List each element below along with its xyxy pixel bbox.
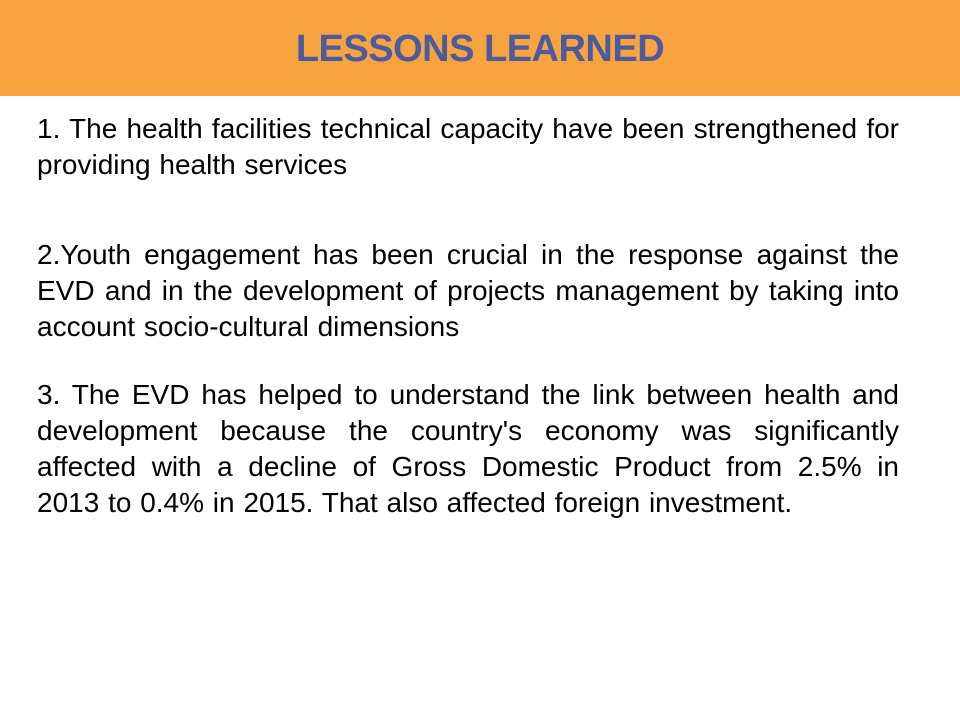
slide-title: LESSONS LEARNED: [295, 27, 665, 70]
slide-body: [37, 111, 899, 521]
lesson-point-2: 2.Youth engagement has been crucial in the response against the EVD and in the development of projects management by taking into account socio-cultural dimensions: [37, 239, 899, 342]
title-bar: [0, 0, 960, 96]
lesson-point-3: 3. The EVD has helped to understand the link between health and development because the country's economy was significantly affected with a decline of Gross Domestic Product from 2.5% in 2013 to 0.4% in 2015. That also affected foreign investment.: [37, 379, 899, 518]
lesson-point-1: 1. The health facilities technical capacity have been strengthened for providing health services: [37, 113, 899, 180]
